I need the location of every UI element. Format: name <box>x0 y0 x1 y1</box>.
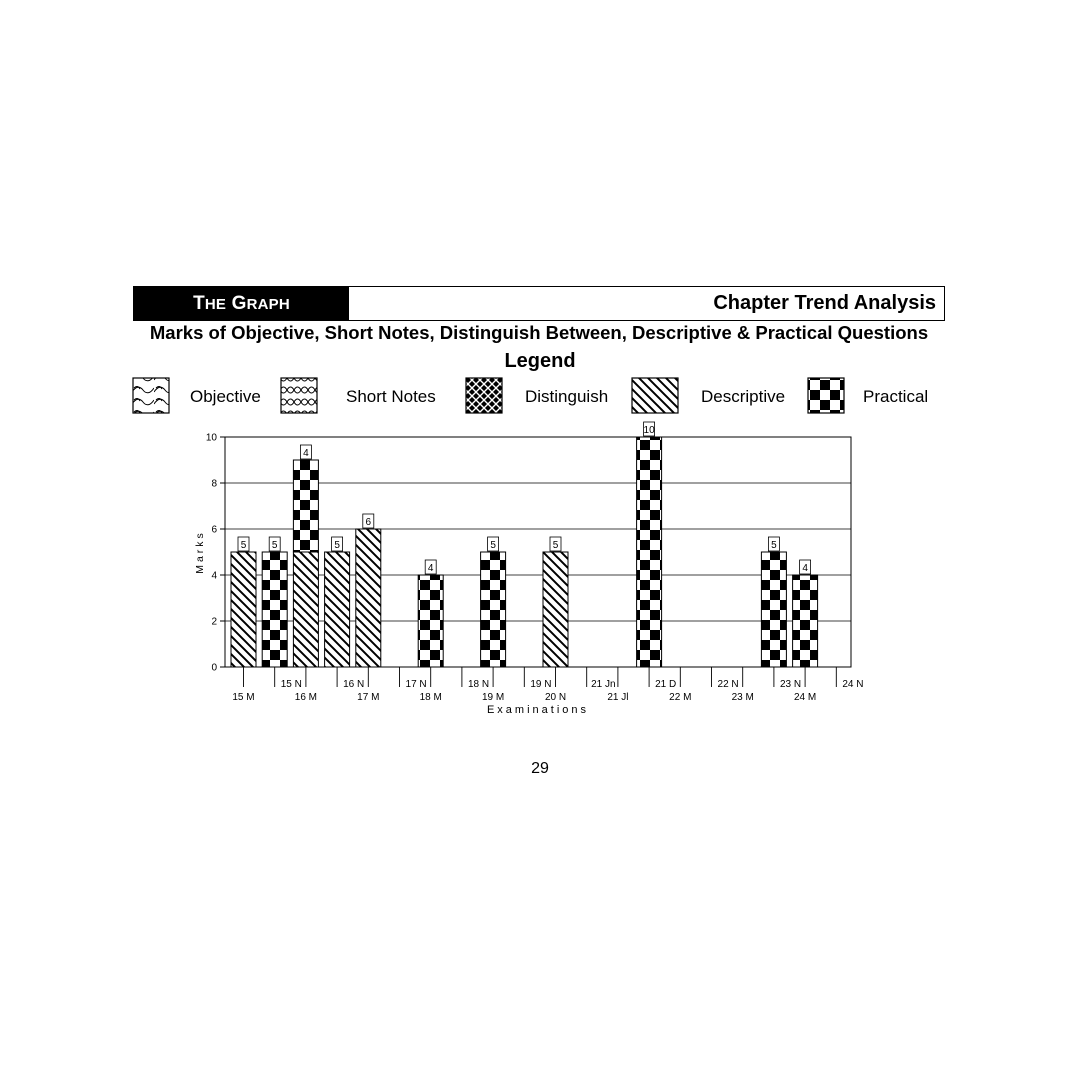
x-tick-label: 23 M <box>731 692 754 703</box>
x-tick-label: 17 N <box>405 679 427 690</box>
x-tick-label: 15 N <box>280 679 302 690</box>
y-tick-label: 8 <box>211 478 217 490</box>
x-tick-label: 18 M <box>419 692 442 703</box>
y-tick-label: 6 <box>211 524 217 536</box>
x-tick-label: 16 N <box>343 679 365 690</box>
data-label: 5 <box>490 540 496 551</box>
x-tick-label: 15 M <box>232 692 255 703</box>
data-label: 5 <box>334 540 340 551</box>
bar-practical <box>637 437 662 667</box>
bar-practical <box>481 552 506 667</box>
legend-swatch-objective <box>133 378 169 413</box>
y-tick-label: 0 <box>211 662 217 674</box>
y-tick-label: 10 <box>205 432 217 444</box>
legend-label-objective: Objective <box>190 387 261 406</box>
x-tick-label: 24 N <box>842 679 864 690</box>
bar-descriptive <box>356 529 381 667</box>
x-tick-label: 20 N <box>544 692 567 703</box>
legend-swatch-practical <box>808 378 844 413</box>
y-axis-label: Marks <box>194 530 206 574</box>
legend-label-shortnotes: Short Notes <box>346 387 436 406</box>
bar-practical <box>418 575 443 667</box>
legend-title: Legend <box>504 350 576 372</box>
x-tick-label: 21 Jn <box>591 679 616 690</box>
legend-label-distinguish: Distinguish <box>525 387 609 406</box>
y-tick-label: 2 <box>211 616 217 628</box>
data-label: 4 <box>303 448 309 459</box>
bar-practical <box>293 460 318 552</box>
legend-swatch-distinguish <box>466 378 502 413</box>
bar-descriptive <box>293 552 318 667</box>
x-tick-label: 16 M <box>294 692 318 703</box>
data-label: 10 <box>643 425 655 436</box>
bar-practical <box>793 575 818 667</box>
legend-label-practical: Practical <box>863 387 929 406</box>
legend-swatch-descriptive <box>632 378 678 413</box>
legend-swatch-shortnotes <box>281 378 317 413</box>
bar-practical <box>761 552 786 667</box>
x-tick-label: 23 N <box>779 679 802 690</box>
x-axis-label: Examinations <box>486 704 590 716</box>
data-label: 4 <box>802 563 808 574</box>
data-label: 5 <box>271 540 278 551</box>
data-label: 4 <box>427 563 434 574</box>
chart-bars <box>231 422 818 667</box>
x-tick-label: 19 M <box>481 692 505 703</box>
x-tick-label: 19 N <box>530 679 552 690</box>
section-label-text: THE GRAPH <box>193 292 290 314</box>
x-tick-label: 18 N <box>467 679 490 690</box>
data-label: 5 <box>552 540 559 551</box>
bar-descriptive <box>543 552 568 667</box>
x-tick-label: 24 M <box>793 692 817 703</box>
x-tick-label: 22 N <box>717 679 739 690</box>
x-tick-label: 22 M <box>669 692 692 703</box>
chart-subtitle: Marks of Objective, Short Notes, Distinguish Between, Descriptive & Practical Questions <box>149 322 929 343</box>
page-number: 29 <box>531 760 549 777</box>
data-label: 5 <box>771 540 777 551</box>
legend-label-descriptive: Descriptive <box>701 387 786 406</box>
bar-descriptive <box>325 552 350 667</box>
legend <box>133 378 928 413</box>
bar-practical <box>262 552 287 667</box>
data-label: 6 <box>365 517 372 528</box>
y-tick-label: 4 <box>211 570 217 582</box>
x-tick-label: 21 Jl <box>607 692 629 703</box>
x-tick-label: 21 D <box>655 679 677 690</box>
bar-descriptive <box>231 552 256 667</box>
page-title: Chapter Trend Analysis <box>713 292 936 314</box>
x-tick-label: 17 M <box>357 692 380 703</box>
data-label: 5 <box>240 540 247 551</box>
